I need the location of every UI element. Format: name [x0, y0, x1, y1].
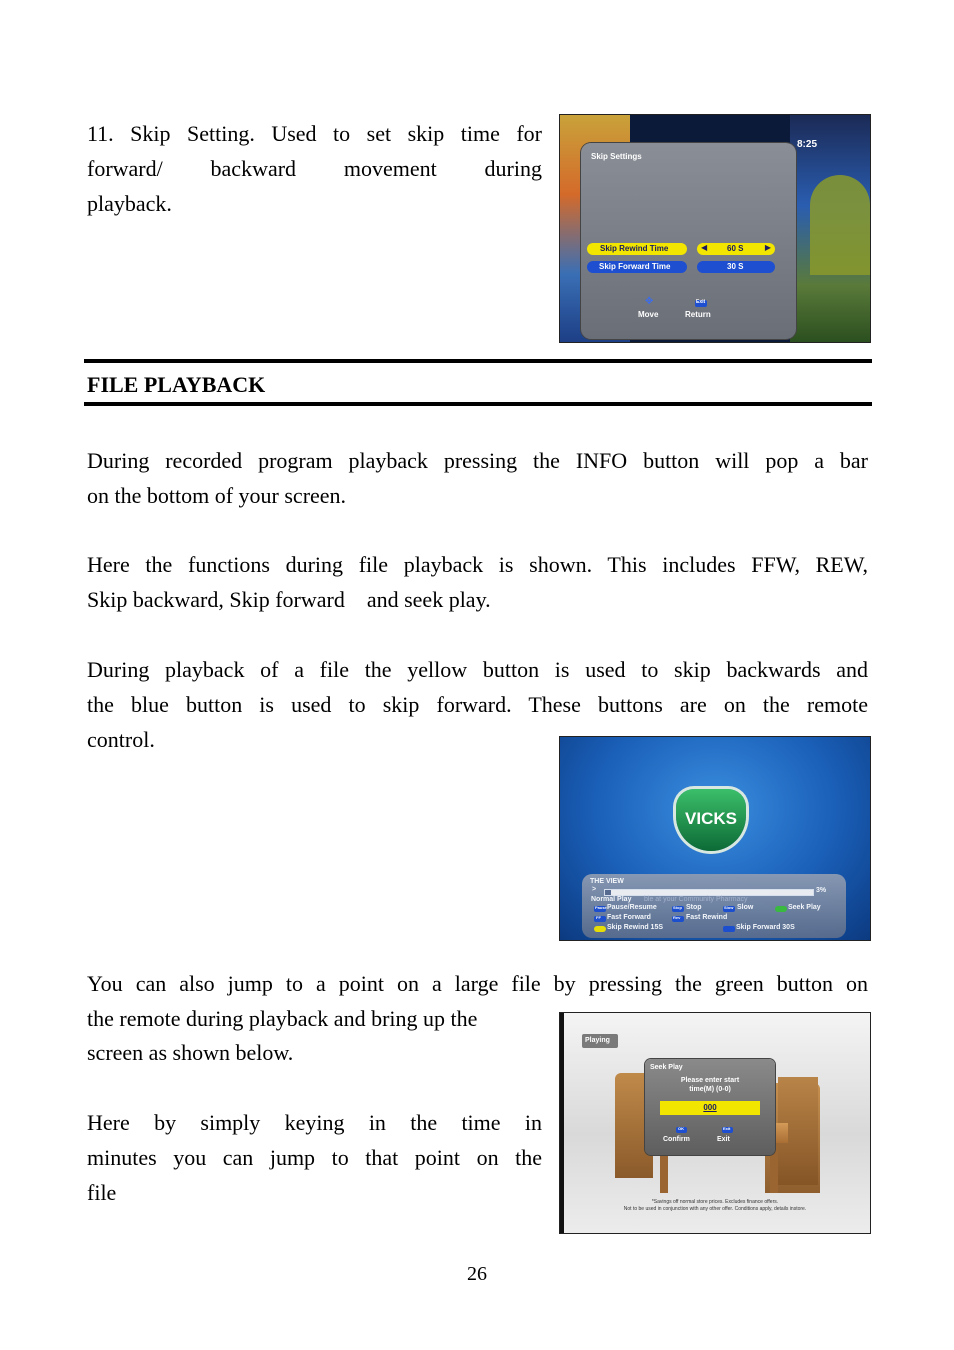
stop-key-icon [672, 906, 684, 912]
clock-text: 8:25 [797, 139, 818, 150]
para-5-line-3: file [87, 1180, 117, 1205]
seek-play-label: Seek Play [788, 904, 821, 911]
word: during [484, 156, 542, 181]
row-skip-rewind-value-text: 60 S [727, 244, 744, 253]
para-4-line-3: screen as shown below. [87, 1040, 294, 1065]
move-label: Move [638, 310, 659, 319]
seek-play-screenshot [559, 1012, 871, 1234]
progress-fill [611, 890, 813, 895]
exit-key-icon [695, 300, 707, 307]
para-4-line-1: You can also jump to a point on a large file by pressing the green button on [87, 971, 868, 996]
vicks-logo-text: VICKS [685, 809, 737, 828]
yellow-key-icon [594, 926, 606, 932]
slow-key-label: Slow [724, 905, 734, 910]
fast-forward-label: Fast Forward [607, 914, 651, 921]
slow-key-icon [723, 906, 735, 912]
row-skip-forward-label-text: Skip Forward Time [599, 262, 671, 271]
panel-title: Skip Settings [591, 152, 642, 161]
para-2-line-2: Skip backward, Skip forward and seek play. [87, 587, 491, 612]
exit-key-label: Exit [696, 299, 706, 305]
channel-name: THE VIEW [590, 878, 624, 885]
fine-print-2: Not to be used in conjunction with any other offer. Conditions apply, details instore. [623, 1206, 807, 1212]
para-1-line-1: During recorded program playback pressing the INFO button will pop a bar [87, 448, 868, 473]
skip-setting-line-1: 11. Skip Setting. Used to set skip time for [87, 121, 542, 146]
move-arrows-icon: ✥ [645, 296, 654, 307]
heading-rule-bottom [84, 402, 872, 406]
word: movement [343, 156, 437, 181]
para-1-line-2: on the bottom of your screen. [87, 483, 347, 508]
rew-key-icon [672, 916, 684, 922]
fine-print-1: *Savings off normal store prices. Excludes finance offers. [651, 1199, 779, 1205]
page-number: 26 [467, 1263, 487, 1285]
skip-setting-line-2 [87, 151, 542, 186]
background-figure [810, 175, 870, 275]
row-skip-rewind-label-text: Skip Rewind Time [600, 244, 669, 253]
skip-setting-line-3: playback. [87, 191, 172, 216]
stop-key-label: Stop [673, 905, 682, 910]
return-label: Return [685, 310, 711, 319]
background-ticker-text: ble at your Community Pharmacy [644, 896, 748, 903]
progress-track[interactable] [604, 889, 814, 896]
skip-settings-screenshot [559, 114, 871, 343]
fast-rewind-label: Fast Rewind [686, 914, 728, 921]
row-skip-forward-value[interactable] [697, 261, 775, 273]
ff-key-label: FF [596, 915, 601, 920]
ok-key-label: OK [678, 1126, 684, 1131]
section-heading: FILE PLAYBACK [87, 372, 266, 397]
pause-key-label: Pause [595, 905, 607, 910]
row-skip-forward-value-text: 30 S [727, 262, 744, 271]
ok-key-icon [676, 1127, 687, 1133]
word: backward [210, 156, 297, 181]
confirm-label[interactable]: Confirm [663, 1136, 690, 1143]
play-icon: > [592, 886, 597, 893]
playing-badge-text: Playing [585, 1037, 610, 1044]
blue-key-icon [723, 926, 735, 932]
vicks-logo [676, 789, 746, 851]
row-skip-forward-label[interactable] [587, 261, 687, 273]
seek-prompt-line-1: Please enter start [680, 1077, 740, 1084]
heading-rule-top [84, 359, 872, 363]
para-5-line-1: Here by simply keying in the time in [87, 1110, 542, 1135]
row-skip-rewind-value[interactable] [697, 243, 775, 255]
arrow-right-icon: ▶ [764, 243, 771, 252]
para-3-line-2: the blue button is used to skip forward. These buttons are on the remote [87, 692, 868, 717]
row-skip-rewind-label[interactable] [587, 243, 687, 255]
word: forward/ [87, 156, 163, 181]
para-4-line-2: the remote during playback and bring up the [87, 1006, 478, 1031]
skip-rewind-label: Skip Rewind 15S [607, 924, 664, 931]
skip-settings-panel [581, 143, 796, 339]
exit-key-icon [722, 1127, 733, 1133]
status-text: Normal Play [591, 896, 632, 903]
para-3-line-3: control. [87, 727, 155, 752]
info-bar-screenshot [559, 736, 871, 941]
progress-percent: 3% [816, 887, 827, 894]
seek-time-value: 000 [703, 1103, 717, 1112]
stop-label: Stop [686, 904, 702, 911]
para-2-line-1: Here the functions during file playback is shown. This includes FFW, REW, [87, 552, 868, 577]
info-bar-panel [582, 874, 846, 938]
exit-key-label: Exit [723, 1126, 731, 1131]
ff-key-icon [594, 916, 606, 922]
slow-label: Slow [737, 904, 754, 911]
seek-prompt-line-2: time(M) (0-0) [689, 1086, 731, 1093]
seek-play-dialog [645, 1059, 775, 1155]
pause-key-icon [594, 906, 606, 912]
seek-dialog-title: Seek Play [650, 1064, 683, 1071]
arrow-left-icon: ◀ [701, 243, 708, 252]
green-key-icon [775, 906, 787, 912]
exit-label[interactable]: Exit [717, 1136, 730, 1143]
rew-key-label: Rev [673, 915, 681, 920]
pause-resume-label: Pause/Resume [607, 904, 657, 911]
seek-time-input[interactable] [660, 1101, 760, 1115]
playing-badge [582, 1034, 618, 1048]
para-5-line-2: minutes you can jump to that point on the [87, 1145, 542, 1170]
skip-forward-label: Skip Forward 30S [736, 924, 795, 931]
para-3-line-1: During playback of a file the yellow button is used to skip backwards and [87, 657, 868, 682]
